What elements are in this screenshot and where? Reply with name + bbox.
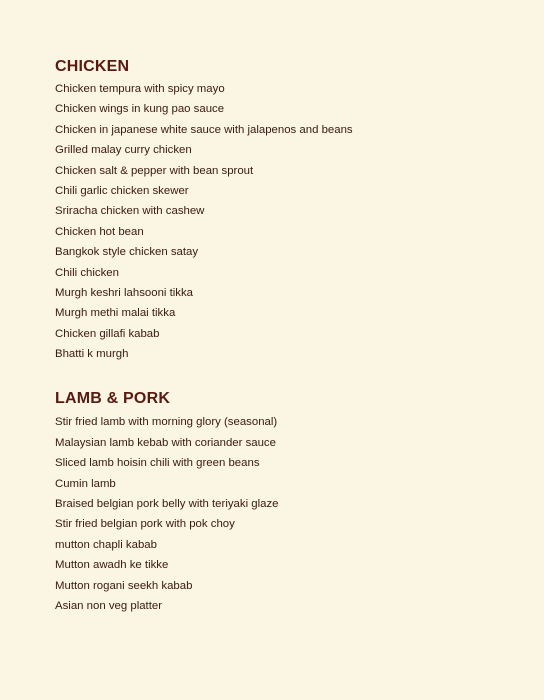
menu-item: Chicken gillafi kabab [55, 327, 160, 340]
menu-item: Chicken in japanese white sauce with jalapenos and beans [55, 123, 353, 136]
menu-item: Cumin lamb [55, 477, 116, 490]
chicken-section-title: CHICKEN [55, 58, 130, 75]
menu-item: Chicken salt & pepper with bean sprout [55, 164, 254, 177]
menu-item: Mutton awadh ke tikke [55, 559, 169, 572]
menu-item: Sriracha chicken with cashew [55, 205, 205, 218]
menu-item: Chili chicken [55, 266, 119, 279]
lamb-pork-section-title: LAMB & PORK [55, 390, 171, 408]
menu-page [55, 55, 525, 616]
menu-item: Bhatti k murgh [55, 348, 129, 361]
menu-item: Chicken tempura with spicy mayo [55, 83, 225, 95]
menu-item: Stir fried lamb with morning glory (seasonal) [55, 416, 278, 429]
menu-item: Braised belgian pork belly with teriyaki glaze [55, 498, 279, 511]
lamb-pork-item-list [55, 412, 525, 616]
menu-item: Chicken wings in kung pao sauce [55, 103, 225, 116]
menu-item: Sliced lamb hoisin chili with green beans [55, 457, 260, 470]
menu-item: Mutton rogani seekh kabab [55, 579, 193, 592]
chicken-section [55, 55, 525, 364]
menu-item: Asian non veg platter [55, 599, 163, 612]
lamb-pork-section [55, 386, 525, 616]
menu-item: Murgh keshri lahsooni tikka [55, 286, 194, 299]
menu-item: Chicken hot bean [55, 225, 144, 238]
menu-item: mutton chapli kabab [55, 538, 157, 551]
chicken-item-list [55, 79, 525, 364]
menu-item: Chili garlic chicken skewer [55, 184, 189, 197]
menu-item: Malaysian lamb kebab with coriander sauce [55, 436, 276, 449]
menu-item: Grilled malay curry chicken [55, 144, 192, 157]
menu-item: Stir fried belgian pork with pok choy [55, 518, 235, 531]
menu-item: Bangkok style chicken satay [55, 246, 199, 259]
menu-item: Murgh methi malai tikka [55, 307, 176, 320]
